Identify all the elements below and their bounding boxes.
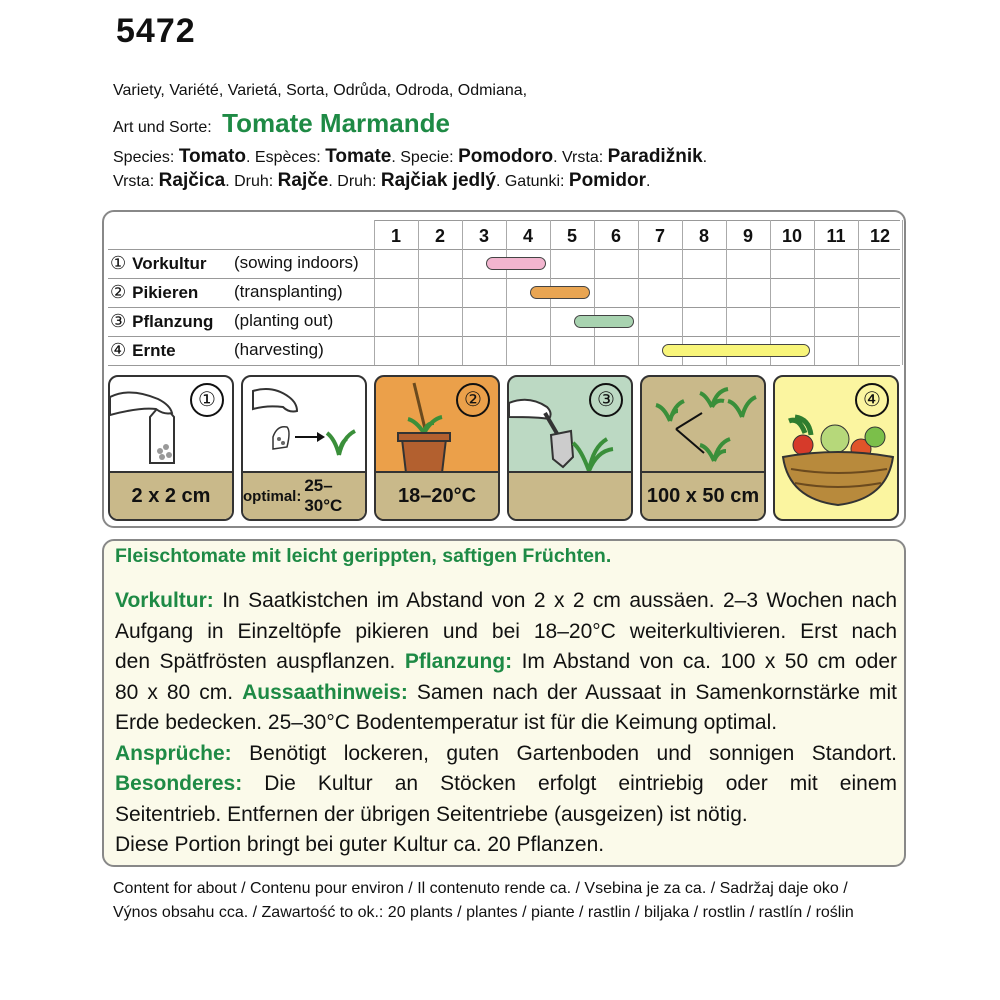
text-line: [115, 678, 897, 709]
period-bar: [574, 315, 634, 328]
grid-line: [108, 278, 900, 279]
stage-name-en: (harvesting): [234, 340, 324, 359]
step-number: ③: [589, 383, 623, 417]
stage-name-en: (transplanting): [234, 282, 343, 301]
grid-line: [108, 249, 900, 250]
ansprueche-label: Ansprüche:: [115, 741, 232, 765]
besonderes-label: Besonderes:: [115, 772, 243, 795]
temperature-optimal: [243, 471, 365, 519]
species-name: Rajčica: [158, 170, 226, 191]
species-label: Espèces:: [254, 149, 321, 166]
month-label: 11: [826, 226, 846, 246]
species-label: Vrsta:: [561, 149, 604, 166]
month-label: 10: [781, 226, 803, 246]
picto-planting-out: [507, 375, 633, 521]
picto-harvest: [773, 375, 899, 521]
step-number: ④: [110, 340, 127, 360]
stage-name-en: (sowing indoors): [234, 253, 359, 272]
species-line-1: Species: Tomato. Espèces: Tomate. Specie: Pomodoro. Vrsta: Paradižnik.: [113, 146, 708, 167]
grid-line: [108, 307, 900, 308]
calendar-row-label: [110, 253, 359, 274]
species-line-2: Vrsta: Rajčica. Druh: Rajče. Druh: Rajčiak jedlý. Gatunki: Pomidor.: [113, 170, 651, 191]
species-label: Vrsta:: [113, 173, 155, 190]
calendar-row-label: [110, 311, 334, 332]
month-label: 12: [869, 226, 891, 246]
content-footer-1: Content for about / Contenu pour environ / Il contenuto rende ca. / Vsebina je za ca. / Sadržaj daje oko /: [113, 880, 848, 897]
month-label: 8: [698, 226, 709, 246]
pflanzung-label: Pflanzung:: [404, 650, 513, 673]
grid-line: [108, 365, 900, 366]
text-line: Diese Portion bringt bei guter Kultur ca. 20 Pflanzen.: [115, 833, 605, 856]
species-label: Specie:: [400, 149, 454, 166]
month-label: 6: [610, 226, 621, 246]
stage-name-de: Vorkultur: [132, 254, 207, 273]
step-number: ④: [855, 383, 889, 417]
stage-name-de: Pflanzung: [132, 312, 214, 331]
step-number: ③: [110, 311, 127, 331]
species-name: Pomidor: [568, 170, 646, 191]
species-label: Species:: [113, 149, 175, 166]
step-number: ②: [456, 383, 490, 417]
species-name: Pomodoro: [458, 146, 554, 167]
month-label: 5: [566, 226, 577, 246]
spacing-value: 2 x 2 cm: [110, 471, 232, 519]
species-name: Paradižnik: [607, 146, 703, 167]
text-line: [115, 647, 897, 678]
text-segment: Die Kultur an Stöcken erfolgt eintriebig oder mit einem: [264, 772, 897, 795]
art-label: Art und Sorte:: [113, 119, 212, 136]
picto-germination: [241, 375, 367, 521]
month-label: 2: [434, 226, 445, 246]
text-segment: 80 x 80 cm.: [115, 680, 234, 704]
temperature-value: 25–30°C: [304, 476, 343, 515]
period-bar: [530, 286, 590, 299]
text-line: [115, 586, 897, 617]
text-line: [115, 769, 897, 800]
month-label: 4: [522, 226, 533, 246]
picto-sowing: [108, 375, 234, 521]
variety-name: Tomate Marmande: [222, 108, 450, 138]
content-footer-2: Výnos obsahu cca. / Zawartość to ok.: 20 plants / plantes / piante / rastlin / biljaka / rostlin / rastlín / roślin: [113, 904, 854, 921]
article-number: 5472: [116, 12, 196, 50]
species-name: Tomate: [325, 146, 392, 167]
picto-spacing: [640, 375, 766, 521]
text-line: Erde bedecken. 25–30°C Bodentemperatur ist für die Keimung optimal.: [115, 711, 778, 734]
text-segment: Im Abstand von ca. 100 x 50 cm oder: [521, 650, 897, 673]
species-label: Druh:: [234, 173, 274, 190]
grid-line: [902, 220, 903, 365]
text-segment: In Saatkistchen im Abstand von 2 x 2 cm aussäen. 2–3 Wochen nach: [222, 589, 897, 612]
grid-line: [374, 220, 900, 221]
month-label: 3: [478, 226, 489, 246]
text-segment: den Spätfrösten auspflanzen.: [115, 650, 396, 673]
calendar-row-label: [110, 282, 343, 303]
headline: Fleischtomate mit leicht gerippten, saftigen Früchten.: [115, 545, 612, 567]
text-line: [115, 739, 897, 770]
stage-name-de: Ernte: [132, 341, 176, 360]
variety-title: [113, 108, 450, 139]
species-label: Druh:: [337, 173, 377, 190]
step-number: ②: [110, 282, 127, 302]
description-text: [115, 586, 897, 861]
text-segment: Samen nach der Aussaat in Samenkornstärke mit: [416, 680, 897, 704]
month-label: 7: [654, 226, 665, 246]
species-name: Rajčiak jedlý: [380, 170, 496, 191]
picto-transplanting: [374, 375, 500, 521]
period-bar: [486, 257, 546, 270]
species-name: Rajče: [277, 170, 329, 191]
stage-name-de: Pikieren: [132, 283, 199, 302]
text-segment: Benötigt lockeren, guten Gartenboden und sonnigen Standort.: [249, 741, 897, 765]
step-number: ①: [110, 253, 127, 273]
month-label: 9: [742, 226, 753, 246]
period-bar: [662, 344, 810, 357]
text-line: Seitentrieb. Entfernen der übrigen Seitentriebe (ausgeizen) ist nötig.: [115, 802, 748, 826]
vorkultur-label: Vorkultur:: [115, 589, 214, 612]
species-label: Gatunki:: [504, 173, 565, 190]
temperature-value: 18–20°C: [376, 471, 498, 519]
variety-languages: Variety, Variété, Varietá, Sorta, Odrůda, Odroda, Odmiana,: [113, 82, 528, 99]
plant-spacing-icon: [642, 377, 766, 477]
month-label: 1: [390, 226, 401, 246]
calendar-row-label: [110, 340, 324, 361]
aussaat-label: Aussaathinweis:: [242, 680, 408, 704]
spacing-value: 100 x 50 cm: [642, 471, 764, 519]
species-name: Tomato: [178, 146, 247, 167]
optimal-label: optimal:: [243, 487, 302, 505]
text-line: Aufgang in Einzeltöpfe pikieren und bei 18–20°C weiterkultivieren. Erst nach: [115, 619, 897, 643]
germinating-seed-icon: [243, 377, 367, 477]
stage-name-en: (planting out): [234, 311, 334, 330]
step-number: ①: [190, 383, 224, 417]
grid-line: [108, 336, 900, 337]
soil-strip: [509, 471, 631, 519]
